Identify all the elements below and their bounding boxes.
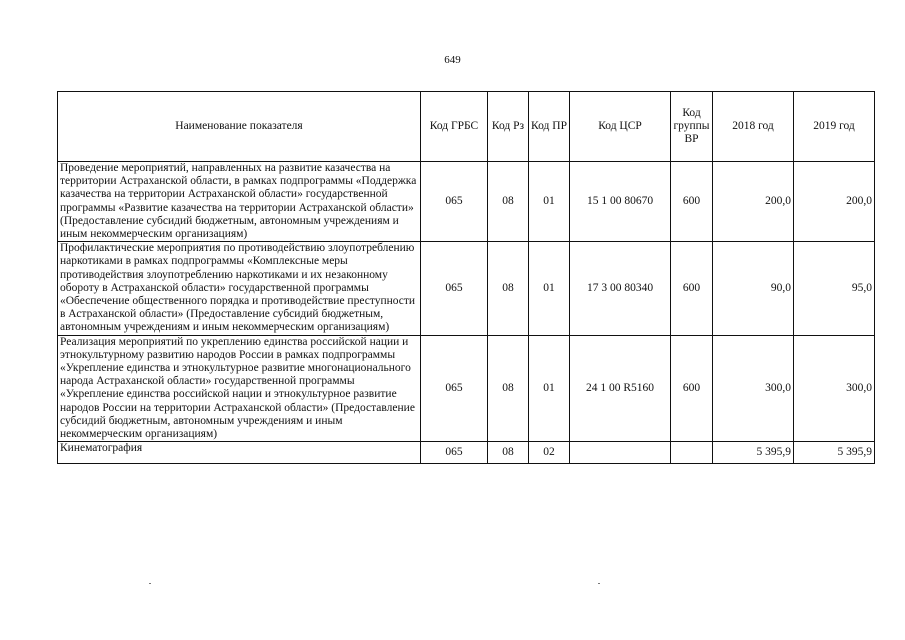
- row-vr: 600: [671, 335, 713, 442]
- row-csr: 24 1 00 R5160: [570, 335, 671, 442]
- row-rz: 08: [488, 162, 529, 242]
- row-pr: 02: [529, 442, 570, 464]
- row-vr: 600: [671, 242, 713, 335]
- table-row: [58, 242, 875, 335]
- row-csr: 17 3 00 80340: [570, 242, 671, 335]
- header-2018: 2018 год: [713, 92, 794, 162]
- page-number: 649: [444, 54, 461, 66]
- header-rz: Код Рз: [488, 92, 529, 162]
- row-grbs: 065: [421, 242, 488, 335]
- header-pr: Код ПР: [529, 92, 570, 162]
- row-2018: 5 395,9: [713, 442, 794, 464]
- row-name: Проведение мероприятий, направленных на развитие казачества на территории Астраханской области, в рамках подпрограммы «Поддержка казачества на территории Астраханской области» государственной программы «Развитие казачества на территории Астраханской области» (Предоставление субсидий бюджетным, автономным учреждениям и иным некоммерческим организациям): [58, 162, 421, 242]
- row-name: Кинематография: [58, 442, 421, 464]
- budget-table: [57, 91, 875, 464]
- table-row: [58, 442, 875, 464]
- row-csr: [570, 442, 671, 464]
- row-2019: 5 395,9: [794, 442, 875, 464]
- row-grbs: 065: [421, 162, 488, 242]
- table-row: [58, 335, 875, 442]
- row-pr: 01: [529, 335, 570, 442]
- row-2019: 95,0: [794, 242, 875, 335]
- row-rz: 08: [488, 442, 529, 464]
- row-pr: 01: [529, 242, 570, 335]
- row-2018: 200,0: [713, 162, 794, 242]
- table-row: [58, 162, 875, 242]
- row-2018: 90,0: [713, 242, 794, 335]
- row-rz: 08: [488, 242, 529, 335]
- scan-speck: [149, 583, 151, 584]
- header-name: Наименование показателя: [58, 92, 421, 162]
- row-grbs: 065: [421, 442, 488, 464]
- row-csr: 15 1 00 80670: [570, 162, 671, 242]
- table-header-row: [58, 92, 875, 162]
- row-name: Реализация мероприятий по укреплению единства российской нации и этнокультурному развитию народов России в рамках подпрограммы «Укрепление единства и этнокультурное развитие многонационального народа Астраханской области» государственной программы «Укрепление единства российской нации и этнокультурное развитие народов России на территории Астраханской области» (Предоставление субсидий бюджетным, автономным учреждениям и иным некоммерческим организациям): [58, 335, 421, 442]
- row-grbs: 065: [421, 335, 488, 442]
- scan-speck: [598, 583, 600, 584]
- row-rz: 08: [488, 335, 529, 442]
- row-2018: 300,0: [713, 335, 794, 442]
- row-name: Профилактические мероприятия по противодействию злоупотреблению наркотиками в рамках подпрограммы «Комплексные меры противодействия злоупотреблению наркотиками и их незаконному обороту в Астраханской области» государственной программы «Обеспечение общественного порядка и противодействие преступности в Астраханской области» (Предоставление субсидий бюджетным, автономным учреждениям и иным некоммерческим организациям): [58, 242, 421, 335]
- row-2019: 200,0: [794, 162, 875, 242]
- header-vr: Код группы ВР: [671, 92, 713, 162]
- row-2019: 300,0: [794, 335, 875, 442]
- row-vr: [671, 442, 713, 464]
- header-grbs: Код ГРБС: [421, 92, 488, 162]
- header-2019: 2019 год: [794, 92, 875, 162]
- header-csr: Код ЦСР: [570, 92, 671, 162]
- row-pr: 01: [529, 162, 570, 242]
- row-vr: 600: [671, 162, 713, 242]
